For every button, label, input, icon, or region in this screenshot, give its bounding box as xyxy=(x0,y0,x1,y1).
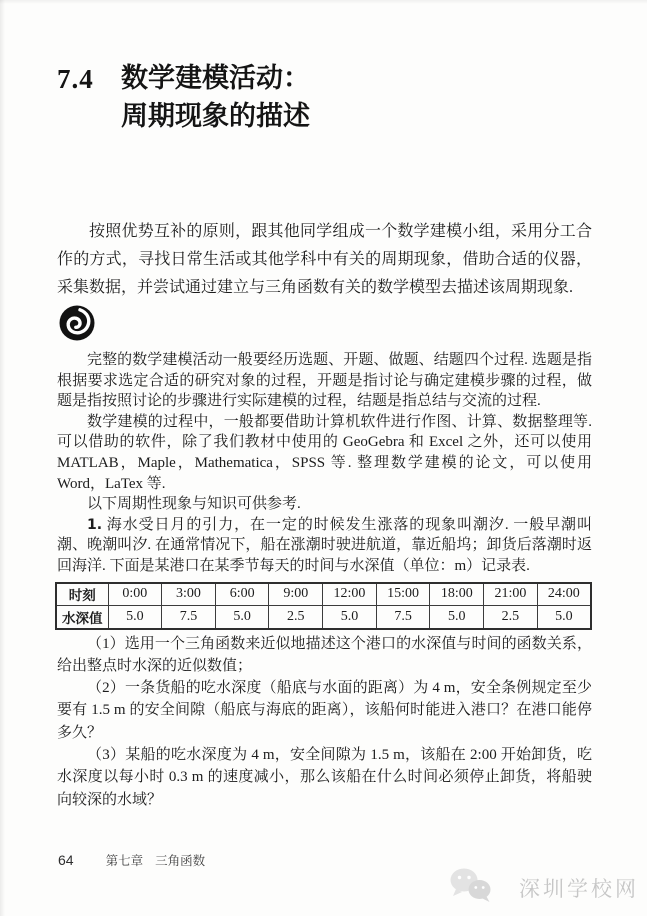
watermark-text: 深圳学校网 xyxy=(519,878,639,901)
paragraph-software: 数学建模的过程中，一般都要借助计算机软件进行作图、计算、数据整理等. 可以借助的软件，除了我们教材中使用的 GeoGebra 和 Excel 之外，还可以使用 MATLAB，Maple，Mathematica，SPSS 等. 整理数学建模的论文，可以使用 Word，LaTex 等. xyxy=(57,413,592,492)
time-cell: 6:00 xyxy=(215,583,269,606)
depth-cell: 7.5 xyxy=(376,606,430,629)
time-cell: 21:00 xyxy=(484,583,538,606)
depth-cell: 5.0 xyxy=(323,606,377,629)
depth-cell: 5.0 xyxy=(215,606,269,629)
question-3: （3）某船的吃水深度为 4 m，安全间隙为 1.5 m，该船在 2:00 开始卸货，吃水深度以每小时 0.3 m 的速度减小，那么该船在什么时间必须停止卸货，将船驶向较深的水域？ xyxy=(57,747,592,808)
item-1-number: 1. xyxy=(87,516,103,533)
time-header-cell: 时刻 xyxy=(56,583,108,606)
table-row-times xyxy=(56,583,591,606)
time-cell: 24:00 xyxy=(537,583,591,606)
chapter-title-label: 三角函数 xyxy=(155,854,206,868)
depth-header-cell: 水深值 xyxy=(56,606,108,629)
time-cell: 18:00 xyxy=(430,583,484,606)
page-footer xyxy=(58,851,205,869)
section-title-line2: 周期现象的描述 xyxy=(121,101,310,132)
section-title-text xyxy=(121,60,310,136)
activity-spiral-icon xyxy=(58,304,592,342)
item-1-paragraph xyxy=(57,515,592,577)
tide-depth-table xyxy=(55,582,592,630)
watermark xyxy=(447,866,639,910)
section-title xyxy=(57,60,592,136)
intro-paragraph: 按照优势互补的原则，跟其他同学组成一个数学建模小组，采用分工合作的方式，寻找日常生活或其他学科中有关的周期现象，借助合适的仪器，采集数据，并尝试通过建立与三角函数有关的数学模型去描述该周期现象. xyxy=(57,223,592,296)
section-title-line1: 数学建模活动： xyxy=(121,63,310,94)
time-cell: 12:00 xyxy=(323,583,377,606)
typhoon-spiral-icon xyxy=(58,304,96,342)
section-number: 7.4 xyxy=(57,64,94,94)
time-cell: 9:00 xyxy=(269,583,323,606)
depth-cell: 5.0 xyxy=(430,606,484,629)
depth-cell: 5.0 xyxy=(108,606,162,629)
time-cell: 15:00 xyxy=(376,583,430,606)
depth-cell: 5.0 xyxy=(537,606,591,629)
depth-cell: 2.5 xyxy=(484,606,538,629)
paragraph-modeling-process: 完整的数学建模活动一般要经历选题、开题、做题、结题四个过程. 选题是指根据要求选定合适的研究对象的过程，开题是指讨论与确定建模步骤的过程，做题是指按照讨论的步骤进行实际建模的过程，结题是指总结与交流的过程. xyxy=(57,352,592,410)
item-1-text: 海水受日月的引力，在一定的时候发生涨落的现象叫潮汐. 一般早潮叫潮、晚潮叫汐. 在通常情况下，船在涨潮时驶进航道，靠近船坞；卸货后落潮时返回海洋. 下面是某港口在某季节每天的时间与水深值（单位：m）记录表. xyxy=(57,516,592,574)
table-row-depths xyxy=(56,606,591,629)
time-cell: 3:00 xyxy=(162,583,216,606)
question-1: （1）选用一个三角函数来近似地描述这个港口的水深值与时间的函数关系，给出整点时水深的近似数值； xyxy=(57,635,592,674)
chapter-label: 第七章 xyxy=(105,854,144,868)
scan-shadow-left xyxy=(0,0,5,916)
wechat-icon xyxy=(447,866,493,910)
scan-shadow-top xyxy=(0,0,647,4)
paragraph-reference-note: 以下周期性现象与知识可供参考. xyxy=(87,496,301,513)
page-number: 64 xyxy=(58,852,74,868)
question-2: （2）一条货船的吃水深度（船底与水面的距离）为 4 m，安全条例规定至少要有 1.5 m 的安全间隙（船底与海底的距离），该船何时能进入港口？在港口能停多久？ xyxy=(57,680,592,741)
depth-cell: 7.5 xyxy=(162,606,216,629)
depth-cell: 2.5 xyxy=(269,606,323,629)
time-cell: 0:00 xyxy=(108,583,162,606)
